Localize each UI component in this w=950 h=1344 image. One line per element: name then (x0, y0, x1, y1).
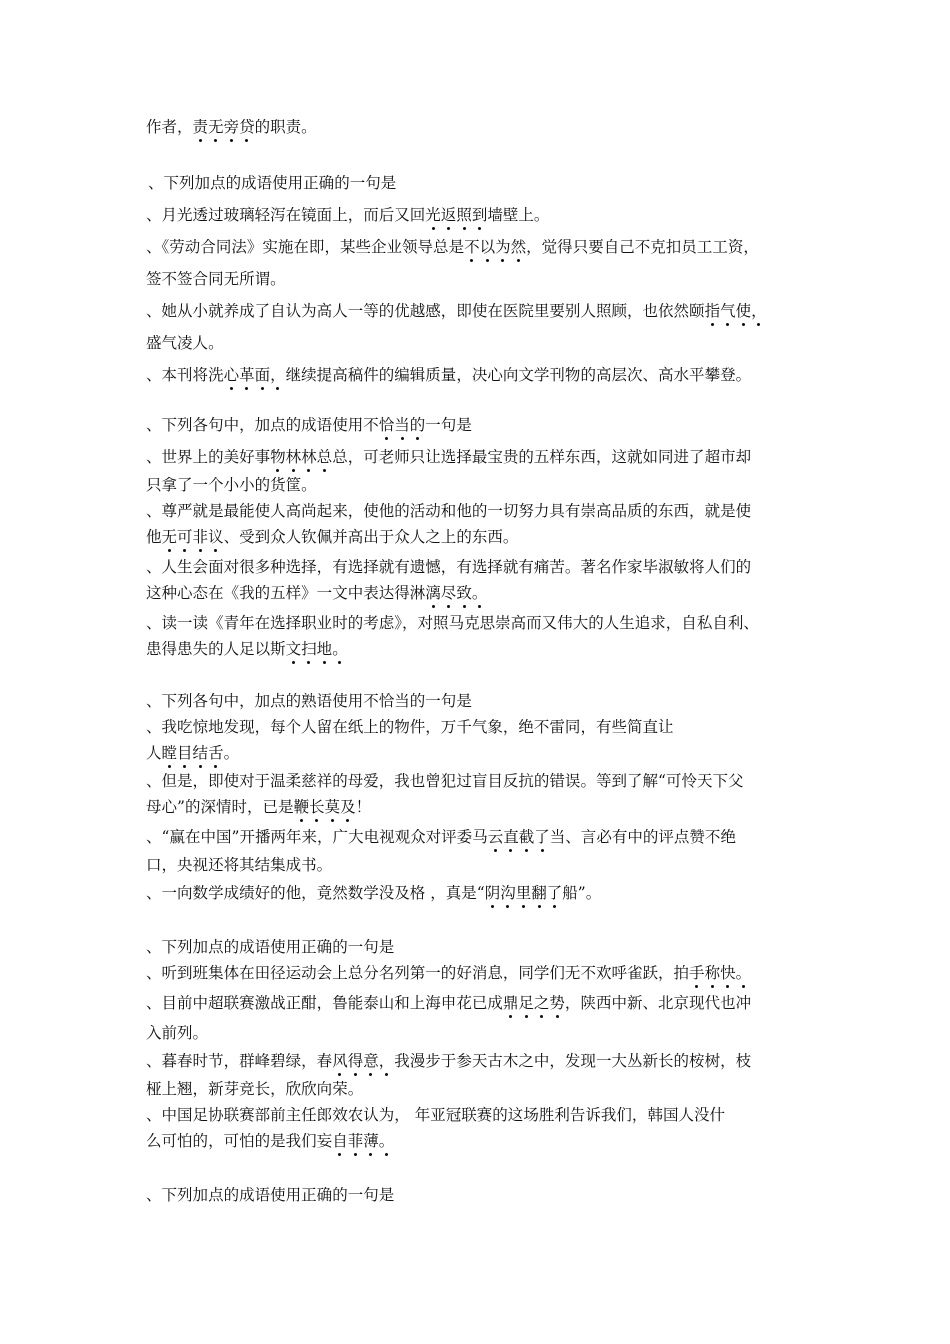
text-line: 、人生会面对很多种选择，有选择就有遗憾，有选择就有痛苦。著名作家毕淑敏将人们的 (146, 558, 752, 576)
text-line: 母心”的深情时，已是鞭长莫及！ (146, 798, 372, 816)
text-line: 口，央视还将其结集成书。 (146, 856, 333, 874)
text-line: 、下列各句中，加点的熟语使用不恰当的一句是 (146, 692, 472, 710)
text-line: 么可怕的，可怕的是我们妄自菲薄。 (146, 1132, 395, 1150)
text-line: 、下列加点的成语使用正确的一句是 (146, 1186, 395, 1204)
text-line: 、下列加点的成语使用正确的一句是 (148, 174, 397, 192)
text-line: 、听到班集体在田径运动会上总分名列第一的好消息，同学们无不欢呼雀跃，拍手称快。 (146, 964, 752, 982)
text-line: 作者，责无旁贷的职责。 (146, 118, 317, 136)
text-line: 、本刊将洗心革面，继续提高稿件的编辑质量，决心向文学刊物的高层次、高水平攀登。 (146, 366, 752, 384)
text-line: 、“赢在中国”开播两年来，广大电视观众对评委马云直截了当、言必有中的评点赞不绝 (146, 828, 736, 846)
text-line: 桠上翘，新芽竞长，欣欣向荣。 (146, 1080, 364, 1098)
text-line: 、月光透过玻璃轻泻在镜面上，而后又回光返照到墙壁上。 (146, 206, 550, 224)
text-line: 、世界上的美好事物林林总总，可老师只让选择最宝贵的五样东西，这就如同进了超市却 (146, 448, 752, 466)
text-line: 、下列各句中，加点的成语使用不恰当的一句是 (146, 416, 472, 434)
text-line: 、我吃惊地发现，每个人留在纸上的物件，万千气象，绝不雷同，有些简直让 (146, 718, 674, 736)
text-line: 患得患失的人足以斯文扫地。 (146, 640, 348, 658)
text-line: 他无可非议、受到众人钦佩并高出于众人之上的东西。 (146, 528, 519, 546)
text-line: 这种心态在《我的五样》一文中表达得淋漓尽致。 (146, 584, 488, 602)
text-line: 、但是，即使对于温柔慈祥的母爱，我也曾犯过盲目反抗的错误。等到了解“可怜天下父 (146, 772, 744, 790)
text-line: 只拿了一个小小的货筐。 (146, 476, 317, 494)
text-line: 、下列加点的成语使用正确的一句是 (146, 938, 395, 956)
text-line: 、一向数学成绩好的他，竟然数学没及格 ，真是“阴沟里翻了船”。 (146, 884, 602, 902)
text-line: 签不签合同无所谓。 (146, 270, 286, 288)
text-line: 、她从小就养成了自认为高人一等的优越感，即使在医院里要别人照顾，也依然颐指气使， (146, 302, 767, 320)
text-line: 盛气凌人。 (146, 334, 224, 352)
text-line: 、暮春时节，群峰碧绿，春风得意，我漫步于参天古木之中，发现一大丛新长的桉树，枝 (146, 1052, 752, 1070)
text-line: 入前列。 (146, 1024, 209, 1042)
text-line: 、目前中超联赛激战正酣，鲁能泰山和上海申花已成鼎足之势，陕西中新、北京现代也冲 (146, 994, 752, 1012)
text-line: 、尊严就是最能使人高尚起来，使他的活动和他的一切努力具有崇高品质的东西，就是使 (146, 502, 752, 520)
text-line: 人瞠目结舌。 (146, 744, 240, 762)
text-line: 、《劳动合同法》实施在即，某些企业领导总是不以为然，觉得只要自己不克扣员工工资， (146, 238, 759, 256)
text-line: 、读一读《青年在选择职业时的考虑》，对照马克思崇高而又伟大的人生追求，自私自利、 (146, 614, 759, 632)
text-line: 、中国足协联赛部前主任郎效农认为， 年亚冠联赛的这场胜利告诉我们，韩国人没什 (146, 1106, 726, 1124)
